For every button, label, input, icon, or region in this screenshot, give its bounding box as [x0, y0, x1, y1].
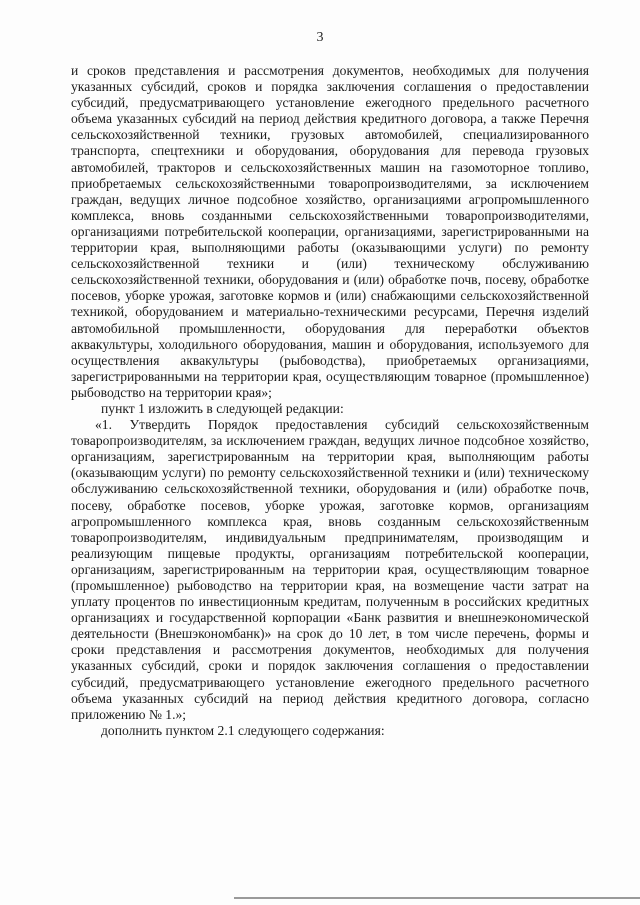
paragraph-add-clause-2-1: дополнить пунктом 2.1 следующего содержания: [101, 722, 385, 738]
document-body [71, 63, 589, 739]
scan-bottom-edge [234, 897, 640, 899]
paragraph-amendment-intro: пункт 1 изложить в следующей редакции: [101, 400, 344, 416]
page-number: 3 [316, 30, 324, 45]
paragraph-continuation: и сроков представления и рассмотрения документов, необходимых для получения указанных субсидий, сроков и порядка заключения соглашения о предоставлении субсидий, предусматривающего установление ежегодного предельного расчетного объема указанных субсидий на период действия кредитного договора, а также Перечня сельскохозяйственной техники, грузовых автомобилей, специализированного транспорта, спецтехники и оборудования, оборудования для перевода грузовых автомобилей, тракторов и сельскохозяйственных машин на газомоторное топливо, приобретаемых сельскохозяйственными товаропроизводителями, за исключением граждан, ведущих личное подсобное хозяйство, организациями агропромышленного комплекса, вновь созданными сельскохозяйственными товаропроизводителями, организациями потребительской кооперации, организациями, зарегистрированными на территории края, выполняющими работы (оказывающими услуги) по ремонту сельскохозяйственной техники и (или) техническому обслуживанию сельскохозяйственной техники, оборудования и (или) обработке почв, посеву, обработке посевов, уборке урожая, заготовке кормов и (или) снабжающими сельскохозяйственной техникой, оборудованием и материально-техническими ресурсами, Перечня изделий автомобильной промышленности, оборудования для переработки объектов аквакультуры, холодильного оборудования, машин и оборудования, используемого для осуществления аквакультуры (рыбоводства), приобретаемых организациями, зарегистрированными на территории края, осуществляющим товарное (промышленное) рыбоводство на территории края»; [71, 63, 589, 400]
paragraph-new-clause-1: «1. Утвердить Порядок предоставления субсидий сельскохозяйственным товаропроизводителям, за исключением граждан, ведущих личное подсобное хозяйство, организациям, зарегистрированным на территории края, выполняющим работы (оказывающим услуги) по ремонту сельскохозяйственной техники и (или) техническому обслуживанию сельскохозяйственной техники, оборудования и (или) обработке почв, посеву, обработке посевов, уборке урожая, заготовке кормов, организациям агропромышленного комплекса края, вновь созданным сельскохозяйственным товаропроизводителям, индивидуальным предпринимателям, производящим и реализующим пищевые продукты, организациям потребительской кооперации, организациям, зарегистрированным на территории края, осуществляющим товарное (промышленное) рыбоводство на территории края, на возмещение части затрат на уплату процентов по инвестиционным кредитам, полученным в российских кредитных организациях и государственной корпорации «Банк развития и внешнеэкономической деятельности (Внешэкономбанк)» на срок до 10 лет, в том числе перечень, формы и сроки представления и рассмотрения документов, необходимых для получения указанных субсидий, сроки и порядок заключения соглашения о предоставлении субсидий, предусматривающего установление ежегодного предельного расчетного объема указанных субсидий на период действия кредитного договора, согласно приложению № 1.»; [71, 417, 589, 722]
